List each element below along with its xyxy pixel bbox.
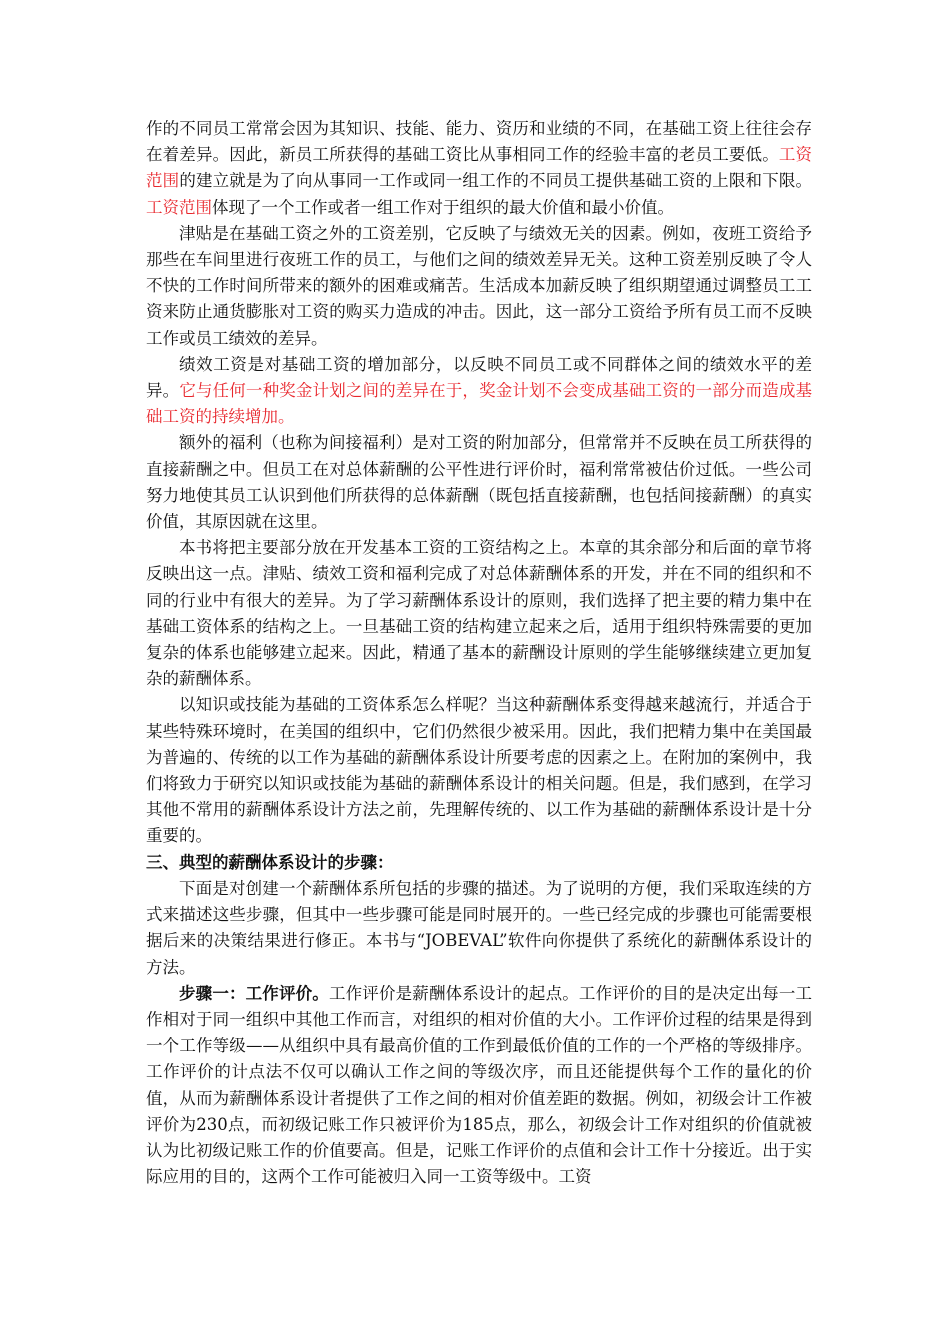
paragraph-text: 作的不同员工常常会因为其知识、技能、能力、资历和业绩的不同，在基础工资上往往会存在着差异。因此，新员工所获得的基础工资比从事相同工作的经验丰富的老员工要低。 [146,119,812,165]
paragraph-text: 绩效工资是对基础工资的增加部分，以反映不同员工或不同群体之间的绩效水平的差异。 [146,354,812,401]
paragraph-text: 体现了一个工作或者一组工作对于组织的最大价值和最小价值。 [212,197,674,217]
paragraph-text: 工作评价是薪酬体系设计的起点。工作评价的目的是决定出每一工作相对于同一组织中其他工作而言，对组织的相对价值的大小。工作评价过程的结果是得到一个工作等级——从组织中具有最高价值的工作到最低价值的工作的一个严格的等级排序。工作评价的计点法不仅可以确认工作之间的等级次序，而且还能提供每个工作的量化的价值，从而为薪酬体系设计者提供了工作之间的相对价值差距的数据。例如，初级会计工作被评价为230点，而初级记账工作只被评价为185点，那么，初级会计工作对组织的价值就被认为比初级记账工作的价值要高。但是，记账工作评价的点值和会计工作十分接近。出于实际应用的目的，这两个工作可能被归入同一工资等级中。工资 [146,983,813,1187]
paragraph-text: 的建立就是为了向从事同一工作或同一组工作的不同员工提供基础工资的上限和下限。 [179,171,813,191]
section-heading: 三、典型的薪酬体系设计的步骤： [146,852,394,872]
paragraph-book-focus: 本书将把主要部分放在开发基本工资的工资结构之上。本章的其余部分和后面的章节将反映出这一点。津贴、绩效工资和福利完成了对总体薪酬体系的开发，并在不同的组织和不同的行业中有很大的差异。为了学习薪酬体系设计的原则，我们选择了把主要的精力集中在基础工资体系的结构之上。一旦基础工资的结构建立起来之后，适用于组织特殊需要的更加复杂的体系也能够建立起来。因此，精通了基本的薪酬设计原则的学生能够继续建立更加复杂的薪酬体系。 [146,538,812,689]
paragraph-merit-pay [146,352,812,431]
paragraph-step-one [146,981,812,1191]
document-page [146,116,812,1190]
highlight-bonus-difference: 它与任何一种奖金计划之间的差异在于，奖金计划不会变成基础工资的一部分而造成基础工资的持续增加。 [146,381,813,427]
step-one-title: 步骤一：工作评价。 [179,983,329,1003]
paragraph-steps-intro: 下面是对创建一个薪酬体系所包括的步骤的描述。为了说明的方便，我们采取连续的方式来描述这些步骤，但其中一些步骤可能是同时展开的。一些已经完成的步骤也可能需要根据后来的决策结果进行修正。本书与“JOBEVAL”软件向你提供了系统化的薪酬体系设计的方法。 [146,878,812,977]
paragraph-base-pay-range [146,116,812,221]
paragraph-benefits: 额外的福利（也称为间接福利）是对工资的附加部分，但常常并不反映在员工所获得的直接薪酬之中。但员工在对总体薪酬的公平性进行评价时，福利常常被估价过低。一些公司努力地使其员工认识到他们所获得的总体薪酬（既包括直接薪酬，也包括间接薪酬）的真实价值，其原因就在这里。 [146,433,812,532]
highlight-pay-range: 工资范围 [146,145,813,191]
paragraph-allowance: 津贴是在基础工资之外的工资差别，它反映了与绩效无关的因素。例如，夜班工资给予那些在车间里进行夜班工作的员工，与他们之间的绩效差异无关。这种工资差别反映了令人不快的工作时间所带来的额外的困难或痛苦。生活成本加薪反映了组织期望通过调整员工工资来防止通货膨胀对工资的购买力造成的冲击。因此，这一部分工资给予所有员工而不反映工作或员工绩效的差异。 [146,223,812,348]
paragraph-skill-based-pay: 以知识或技能为基础的工资体系怎么样呢？当这种薪酬体系变得越来越流行，并适合于某些特殊环境时，在美国的组织中，它们仍然很少被采用。因此，我们把精力集中在美国最为普遍的、传统的以工作为基础的薪酬体系设计所要考虑的因素之上。在附加的案例中，我们将致力于研究以知识或技能为基础的薪酬体系设计的相关问题。但是，我们感到，在学习其他不常用的薪酬体系设计方法之前，先理解传统的、以工作为基础的薪酬体系设计是十分重要的。 [146,695,812,846]
highlight-pay-range: 工资范围 [146,197,212,217]
